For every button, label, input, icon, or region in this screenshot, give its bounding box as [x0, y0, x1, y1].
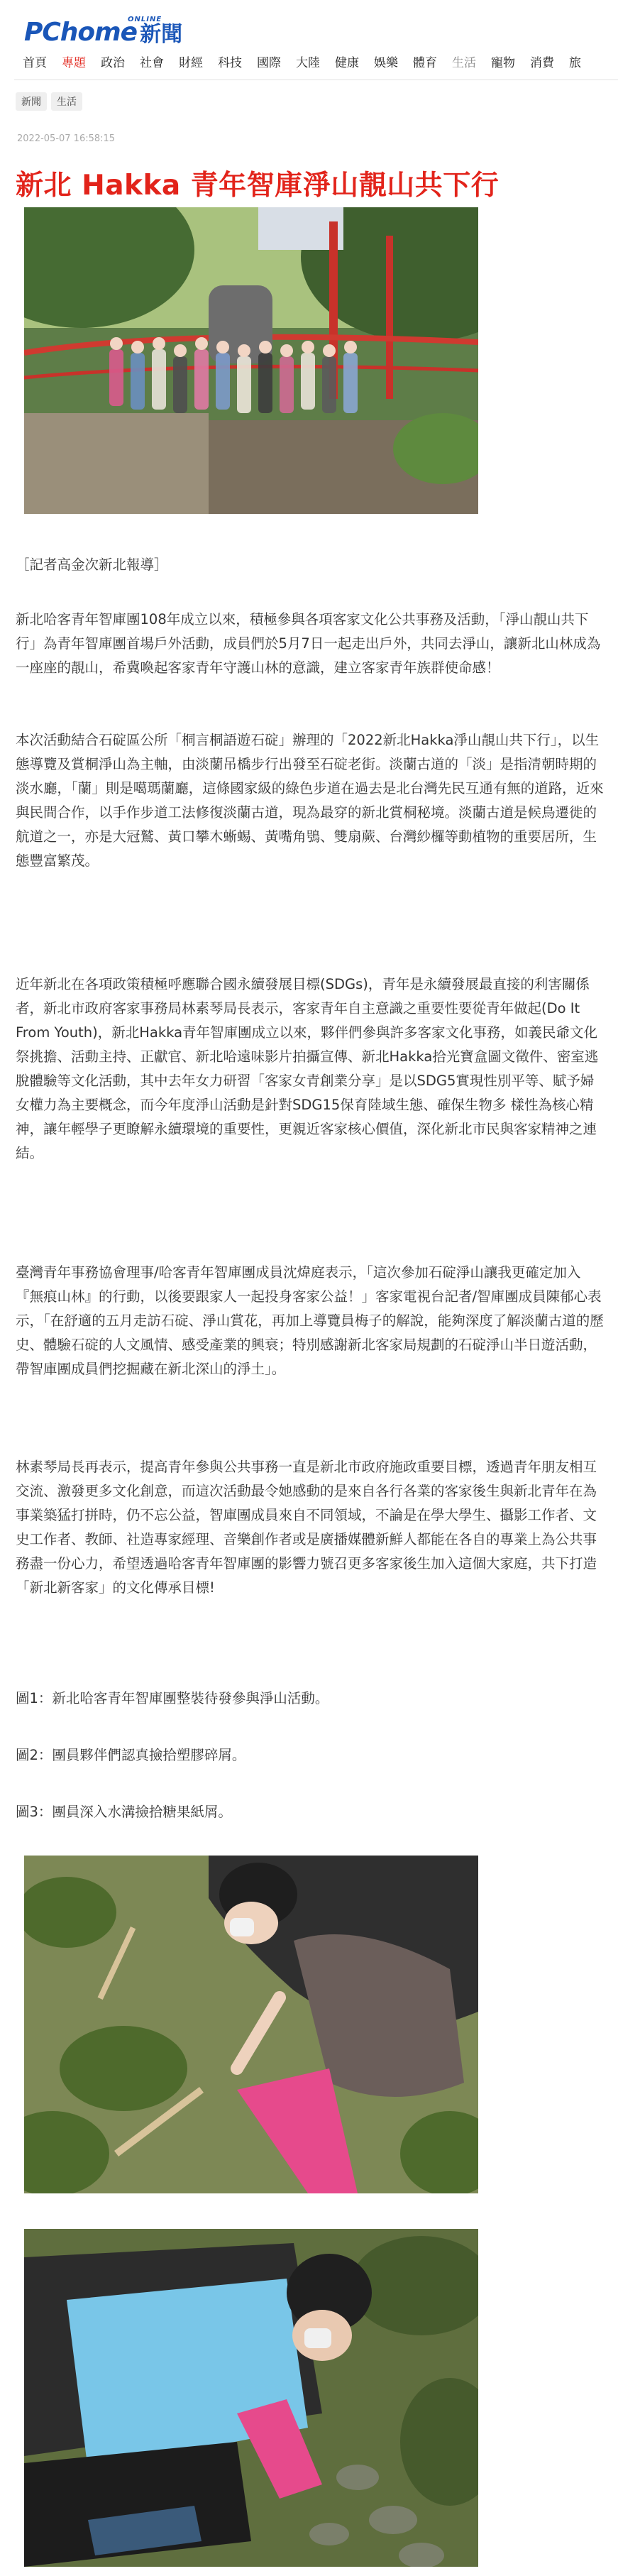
- site-logo[interactable]: [24, 10, 182, 45]
- site-header: [0, 0, 618, 78]
- article-photo-ditch-cleanup: [24, 2229, 478, 2567]
- nav-item-international[interactable]: 國際: [257, 55, 281, 70]
- photo-caption: 圖2：團員夥伴們認真撿拾塑膠碎屑。: [16, 1747, 246, 1763]
- article-tags: [16, 92, 82, 111]
- photo-caption: 圖3：團員深入水溝撿拾糖果紙屑。: [16, 1804, 232, 1820]
- logo-wordmark: PChome: [24, 18, 138, 47]
- nav-item-consumer[interactable]: 消費: [530, 55, 554, 70]
- group-photo-illustration: [24, 207, 478, 514]
- article-paragraph: 本次活動結合石碇區公所「桐言桐語遊石碇」辦理的「2022新北Hakka淨山靚山共下行」，以生態導覽及賞桐淨山為主軸，由淡蘭吊橋步行出發至石碇老街。淡蘭古道的「淡」是指清朝時期的淡水廳，「蘭」則是噶瑪蘭廳，這條國家級的綠色步道在過去是北台灣先民互通有無的道路，近來與民間合作，以手作步道工法修復淡蘭古道，現為最穿的新北賞桐秘境。淡蘭古道是候鳥遷徙的航道之一，亦是大冠鷲、黃口攀木蜥蜴、黃嘴角鴞、雙扇蕨、台灣紗欏等動植物的重要居所，生態豐富繁茂。: [16, 732, 604, 869]
- nav-item-china[interactable]: 大陸: [296, 55, 320, 70]
- logo-online-label: ONLINE: [128, 16, 162, 23]
- nav-item-sports[interactable]: 體育: [413, 55, 437, 70]
- ditch-cleanup-photo-illustration: [24, 2229, 478, 2567]
- nav-item-society[interactable]: 社會: [140, 55, 164, 70]
- article-paragraph: 林素琴局長再表示，提高青年參與公共事務一直是新北市政府施政重要目標，透過青年朋友相互交流、激發更多文化創意，而這次活動最令她感動的是來自各行各業的客家後生與新北青年在為事業築猛打拼時，仍不忘公益，智庫團成員來自不同領域，不論是在學大學生、攝影工作者、文史工作者、教師、社造專家經理、音樂創作者或是廣播媒體新鮮人都能在各自的專業上為公共事務盡一份心力，希望透過哈客青年智庫團的影響力號召更多客家後生加入這個大家庭，共下打造「新北新客家」的文化傳承目標!: [16, 1459, 597, 1596]
- nav-item-travel[interactable]: 旅: [569, 55, 581, 70]
- nav-item-features[interactable]: 專題: [62, 55, 86, 70]
- article-paragraph: 新北哈客青年智庫團108年成立以來，積極參與各項客家文化公共事務及活動，「淨山靚山共下行」為青年智庫團首場戶外活動，成員們於5月7日一起走出戶外，共同去淨山，讓新北山林成為一座座的靚山，希冀喚起客家青年守護山林的意識，建立客家青年族群使命感！: [16, 611, 601, 676]
- litter-pickup-photo-illustration: [24, 1856, 478, 2193]
- logo-news-label: 新聞: [140, 22, 183, 47]
- nav-item-entertainment[interactable]: 娛樂: [374, 55, 398, 70]
- nav-item-home[interactable]: 首頁: [23, 55, 47, 70]
- nav-item-finance[interactable]: 財經: [179, 55, 203, 70]
- main-nav: [0, 47, 618, 75]
- article-paragraph: 近年新北在各項政策積極呼應聯合國永續發展目標(SDGs)，青年是永續發展最直接的利害關係者，新北市政府客家事務局林素琴局長表示，客家青年自主意識之重要性要從青年做起(Do It From Youth)，新北Hakka青年智庫團成立以來，夥伴們參與許多客家文化事務，如義民爺文化祭挑擔、活動主持、正獻官、新北哈遠味影片拍攝宣傳、新北Hakka拾光寶盒圖文徵件、密室逃脫體驗等文化活動，其中去年女力研習「客家女青創業分享」是以SDG5實現性別平等、賦予婦女權力為主要概念，而今年度淨山活動是針對SDG15保育陸域生態、確保生物多 樣性為核心精神，讓年輕學子更瞭解永續環境的重要性，更親近客家核心價值，深化新北市民與客家精神之連結。: [16, 976, 599, 1161]
- nav-item-life[interactable]: 生活: [452, 55, 476, 70]
- nav-item-tech[interactable]: 科技: [218, 55, 242, 70]
- tag-news[interactable]: 新聞: [16, 92, 47, 111]
- article-photo-group: [24, 207, 478, 514]
- article-title: 新北 Hakka 青年智庫淨山靚山共下行: [16, 170, 500, 202]
- photo-caption: 圖1：新北哈客青年智庫團整裝待發參與淨山活動。: [16, 1690, 329, 1706]
- article-photo-litter-pickup: [24, 1856, 478, 2193]
- article-timestamp: 2022-05-07 16:58:15: [17, 133, 116, 144]
- nav-item-politics[interactable]: 政治: [101, 55, 125, 70]
- nav-item-pets[interactable]: 寵物: [491, 55, 515, 70]
- tag-life[interactable]: 生活: [51, 92, 82, 111]
- article-paragraph: 臺灣青年事務協會理事/哈客青年智庫團成員沈煒庭表示，「這次參加石碇淨山讓我更確定加入『無痕山林』的行動，以後要跟家人一起投身客家公益！」客家電視台記者/智庫團成員陳郁心表示，「在舒適的五月走訪石碇、淨山賞花，再加上導覽員梅子的解說，能夠深度了解淡蘭古道的歷史、體驗石碇的人文風情、感受產業的興衰；特別感謝新北客家局規劃的石碇淨山半日遊活動，帶智庫團成員們挖掘藏在新北深山的淨土」。: [16, 1264, 604, 1377]
- article-byline: ［記者高金次新北報導］: [16, 557, 168, 573]
- nav-item-health[interactable]: 健康: [335, 55, 359, 70]
